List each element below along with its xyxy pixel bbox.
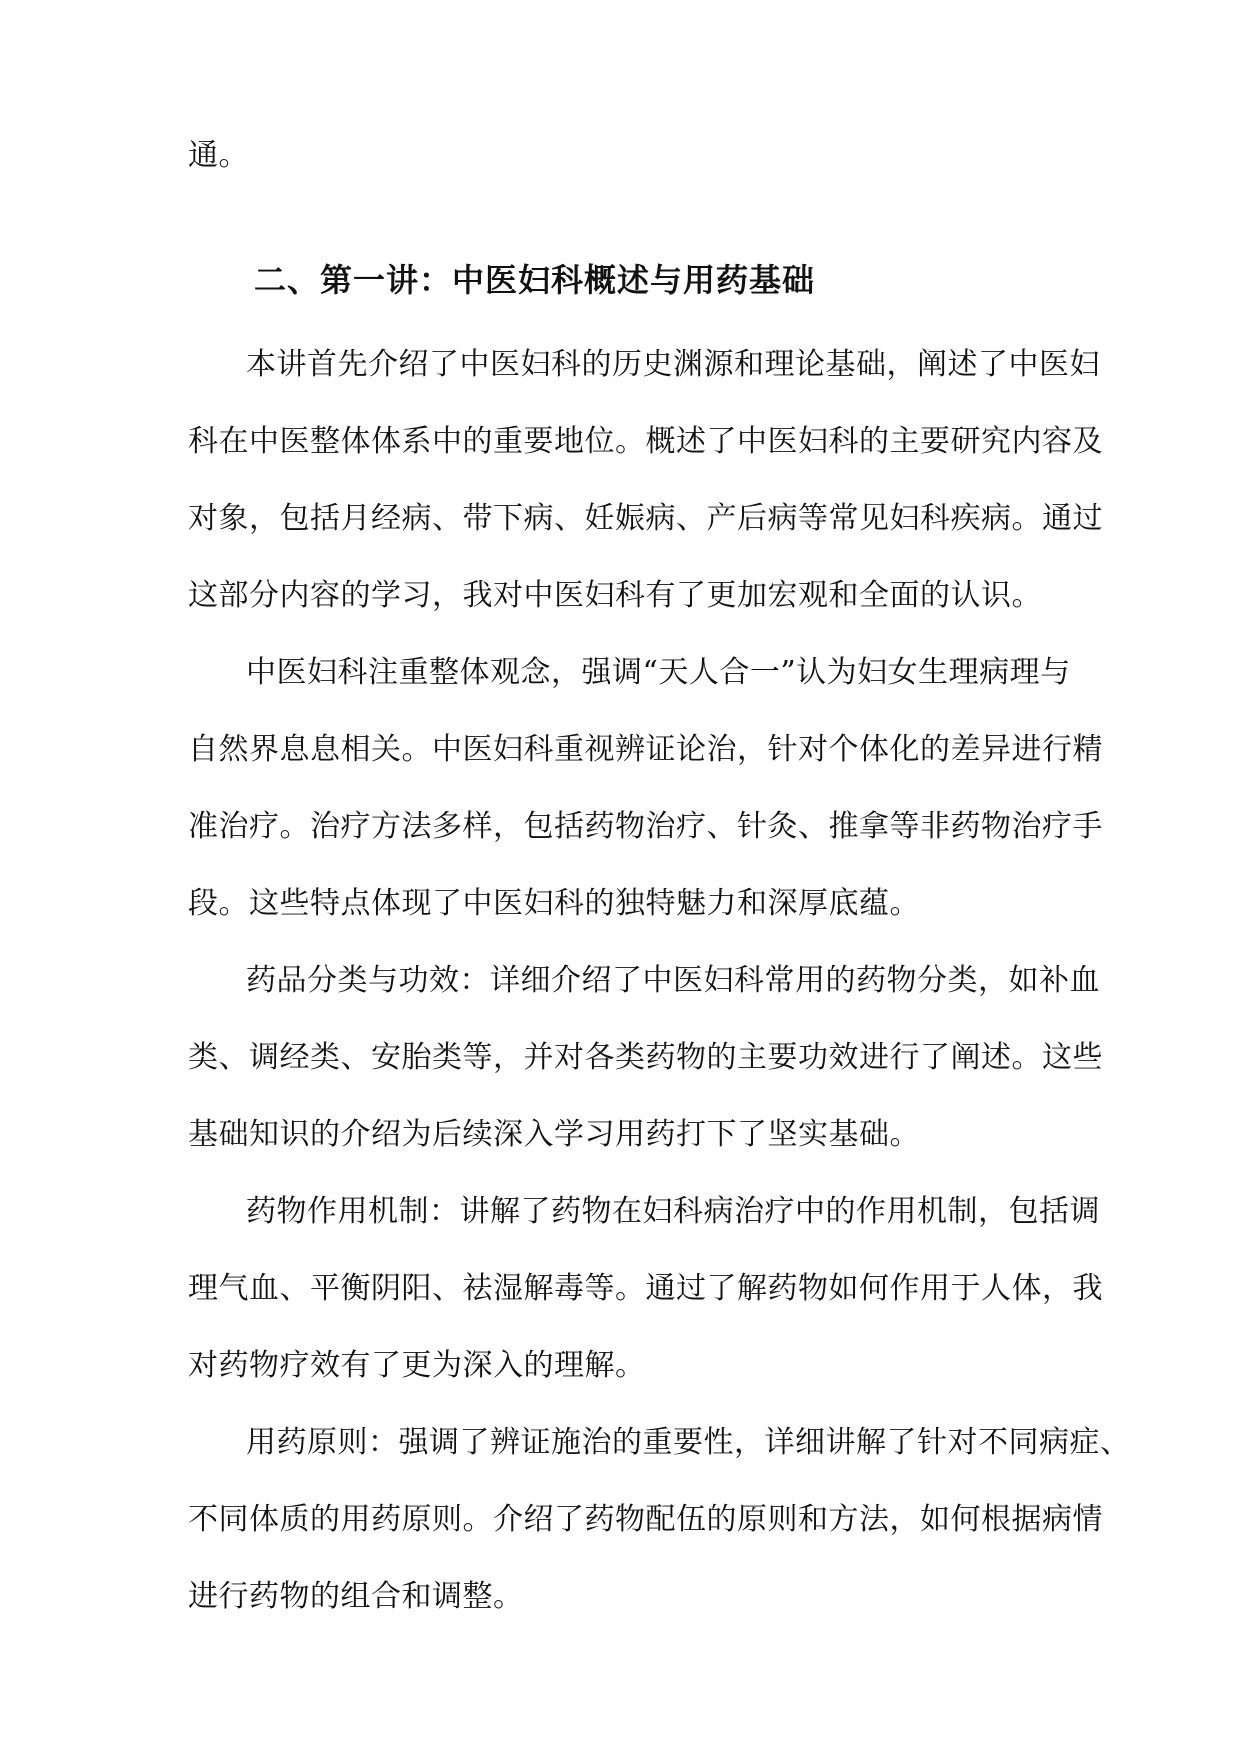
paragraph-5-line-1: 用药原则：强调了辨证施治的重要性，详细讲解了针对不同病症、: [246, 1425, 1131, 1460]
paragraph-1-line-4: 这部分内容的学习，我对中医妇科有了更加宏观和全面的认识。: [188, 578, 1042, 613]
continuation-line: 通。: [188, 138, 249, 173]
paragraph-1-line-1: 本讲首先介绍了中医妇科的历史渊源和理论基础，阐述了中医妇: [246, 347, 1100, 382]
paragraph-5-line-2: 不同体质的用药原则。介绍了药物配伍的原则和方法，如何根据病情: [188, 1502, 1103, 1537]
paragraph-3-line-1: 药品分类与功效：详细介绍了中医妇科常用的药物分类，如补血: [246, 963, 1100, 998]
paragraph-2-line-4: 段。这些特点体现了中医妇科的独特魅力和深厚底蕴。: [188, 886, 920, 921]
paragraph-4-line-2: 理气血、平衡阴阳、祛湿解毒等。通过了解药物如何作用于人体，我: [188, 1271, 1103, 1306]
paragraph-2-line-1: 中医妇科注重整体观念，强调“天人合一”认为妇女生理病理与: [246, 655, 1071, 690]
paragraph-3-line-3: 基础知识的介绍为后续深入学习用药打下了坚实基础。: [188, 1117, 920, 1152]
paragraph-3-line-2: 类、调经类、安胎类等，并对各类药物的主要功效进行了阐述。这些: [188, 1040, 1103, 1075]
paragraph-2-line-3: 准治疗。治疗方法多样，包括药物治疗、针灸、推拿等非药物治疗手: [188, 809, 1103, 844]
paragraph-1-line-3: 对象，包括月经病、带下病、妊娠病、产后病等常见妇科疾病。通过: [188, 501, 1103, 536]
paragraph-4-line-1: 药物作用机制：讲解了药物在妇科病治疗中的作用机制，包括调: [246, 1194, 1100, 1229]
paragraph-2-line-2: 自然界息息相关。中医妇科重视辨证论治，针对个体化的差异进行精: [188, 732, 1103, 767]
paragraph-5-line-3: 进行药物的组合和调整。: [188, 1579, 524, 1614]
section-heading: 二、第一讲：中医妇科概述与用药基础: [254, 261, 816, 299]
paragraph-4-line-3: 对药物疗效有了更为深入的理解。: [188, 1348, 646, 1383]
paragraph-1-line-2: 科在中医整体体系中的重要地位。概述了中医妇科的主要研究内容及: [188, 424, 1103, 459]
